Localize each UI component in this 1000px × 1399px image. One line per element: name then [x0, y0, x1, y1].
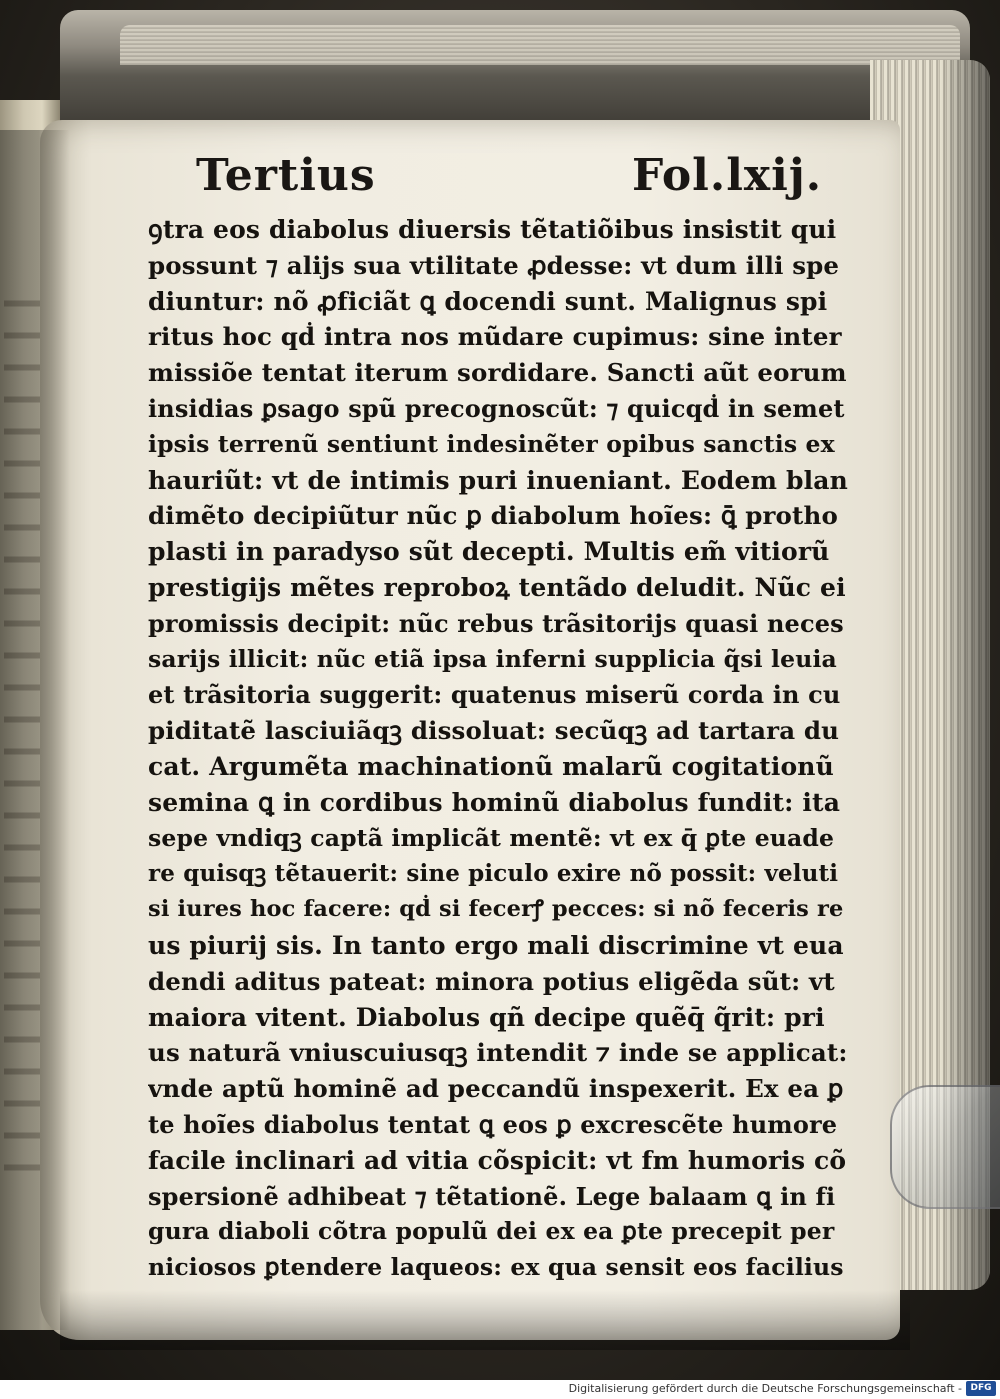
- text-line: insidias ꝑsago spũ precognoscũt: ⁊ quicqḋ in semet: [148, 393, 845, 423]
- text-line: ritus hoc qḋ intra nos mũdare cupimus: sine inter: [148, 322, 842, 352]
- page-stack-top: [120, 25, 960, 65]
- text-line: gura diaboli cõtra populũ dei ex ea ꝑte precepit per: [148, 1217, 835, 1246]
- text-line: prestigijs mẽtes reproboꝝ tentãdo deludit. Nũc ei: [148, 572, 846, 602]
- text-line: vnde aptũ hominẽ ad peccandũ inspexerit. Ex ea ꝑ: [148, 1074, 844, 1104]
- text-line: missiõe tentat iterum sordidare. Sancti aũt eorum: [148, 358, 847, 388]
- text-line: us piurij sis. In tanto ergo mali discrimine vt eua: [148, 930, 844, 960]
- text-line: diuntur: nõ ꝓficiãt ꝗ docendi sunt. Malignus spi: [148, 286, 828, 316]
- digitization-credit: Digitalisierung gefördert durch die Deutsche Forschungsgemeinschaft -: [568, 1382, 962, 1395]
- text-line: re quisqꝫ tẽtauerit: sine piculo exire nõ possit: veluti: [148, 860, 839, 888]
- text-line: promissis decipit: nũc rebus trãsitorijs quasi neces: [148, 608, 844, 638]
- body-text: [148, 212, 848, 1286]
- text-line: dendi aditus pateat: minora potius eligẽda sũt: vt: [148, 966, 835, 996]
- text-line: sepe vndiqꝫ captã implicãt mentẽ: vt ex q̄ ꝑte euade: [148, 823, 835, 852]
- text-line: piditatẽ lasciuiãqꝫ dissoluat: secũqꝫ ad tartara du: [148, 716, 840, 746]
- text-line: dimẽto decipiũtur nũc ꝑ diabolum hoĩes: ꝗ̄ protho: [148, 501, 838, 531]
- dfg-logo: DFG: [966, 1381, 996, 1396]
- page-bottom-shadow: [60, 1290, 910, 1350]
- book-weight: [890, 1085, 1000, 1209]
- text-line: sarijs illicit: nũc etiã ipsa inferni supplicia q̃si leuia: [148, 644, 837, 673]
- text-line: us naturã vniuscuiusqꝫ intendit ⁊ inde se applicat:: [148, 1038, 848, 1068]
- text-line: cat. Argumẽta machinationũ malarũ cogitationũ: [148, 751, 834, 781]
- text-line: et trãsitoria suggerit: quatenus miserũ corda in cu: [148, 680, 841, 710]
- text-line: ipsis terrenũ sentiunt indesinẽter opibus sanctis ex: [148, 429, 835, 458]
- text-line: te hoĩes diabolus tentat ꝗ eos ꝑ excrescẽte humore: [148, 1109, 838, 1139]
- folio-number: Fol.lxij.: [632, 150, 823, 201]
- text-line: ꝯtra eos diabolus diuersis tẽtatiõibus insistit qui: [148, 215, 837, 244]
- text-line: facile inclinari ad vitia cõspicit: vt fm humoris cõ: [148, 1145, 847, 1175]
- text-line: possunt ⁊ alijs sua vtilitate ꝓdesse: vt dum illi spe: [148, 250, 840, 280]
- text-line: maiora vitent. Diabolus qñ decipe quẽq̄ q̃rit: pri: [148, 1002, 825, 1032]
- text-line: hauriũt: vt de intimis puri inueniant. Eodem blan: [148, 465, 848, 495]
- running-head-left: Tertius: [196, 150, 376, 201]
- text-line: plasti in paradyso sũt decepti. Multis em̃ vitiorũ: [148, 537, 830, 567]
- text-line: si iures hoc facere: qḋ si fecerꝭ pecces: si nõ feceris re: [148, 896, 844, 923]
- text-line: semina ꝗ in cordibus hominũ diabolus fundit: ita: [148, 787, 841, 817]
- text-line: niciosos ꝑtendere laqueos: ex qua sensit eos facilius: [148, 1253, 844, 1282]
- text-line: spersionẽ adhibeat ⁊ tẽtationẽ. Lege balaam ꝗ in fi: [148, 1181, 836, 1211]
- gutter-shadow: [0, 130, 70, 1330]
